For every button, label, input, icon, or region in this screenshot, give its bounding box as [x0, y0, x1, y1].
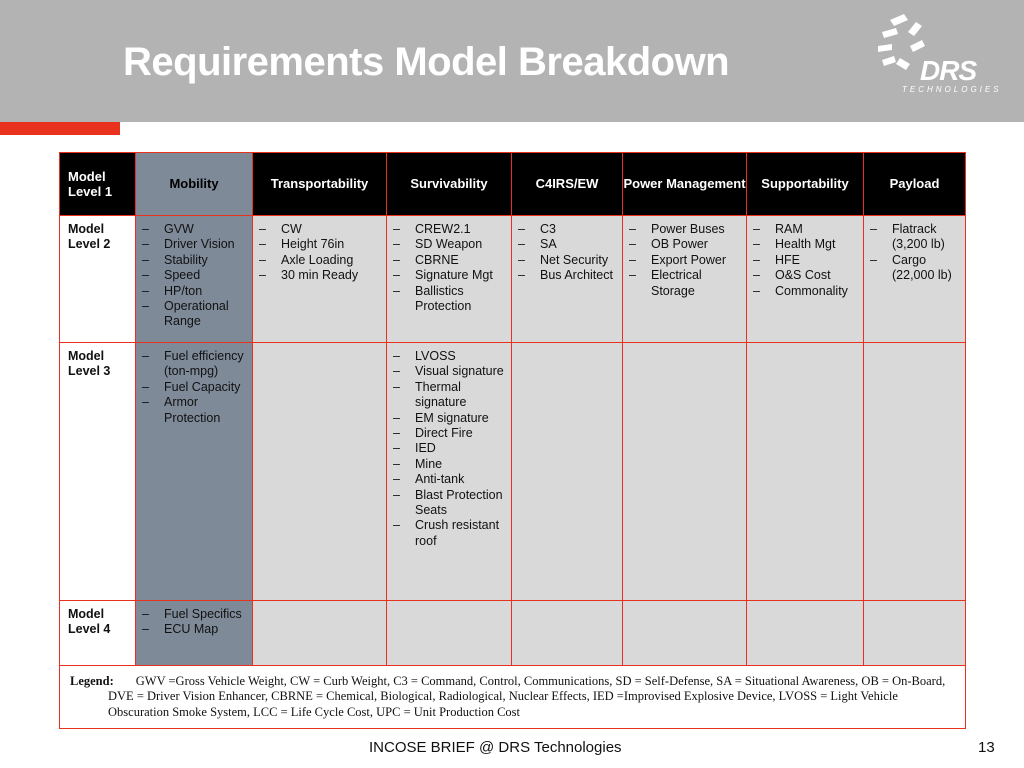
list-item: – Armor Protection — [164, 395, 248, 426]
table-cell — [136, 216, 253, 343]
list-item: – ECU Map — [164, 622, 248, 637]
table-cell — [623, 343, 747, 601]
list-item: – Flatrack (3,200 lb) — [892, 222, 961, 253]
list-item: – CBRNE — [415, 253, 507, 268]
level-label: Model Level 3 — [60, 343, 136, 601]
table-cell — [387, 601, 512, 666]
table-row — [60, 216, 966, 343]
table-cell — [253, 216, 387, 343]
requirement-list — [864, 216, 965, 284]
list-item: – Ballistics Protection — [415, 284, 507, 315]
table-cell — [387, 216, 512, 343]
list-item: – Fuel Specifics — [164, 607, 248, 622]
requirement-list — [387, 343, 511, 549]
list-item: – Electrical Storage — [651, 268, 742, 299]
list-item: – GVW — [164, 222, 248, 237]
list-item: – Fuel Capacity — [164, 380, 248, 395]
list-item: – IED — [415, 441, 507, 456]
table-cell — [864, 343, 966, 601]
list-item: – Power Buses — [651, 222, 742, 237]
list-item: – Speed — [164, 268, 248, 283]
list-item: – Cargo (22,000 lb) — [892, 253, 961, 284]
header-row — [60, 153, 966, 216]
legend-text: GWV =Gross Vehicle Weight, CW = Curb Weight, C3 = Command, Control, Communications, SD = Self-Defense, SA = Situational Awareness, OB = On-Board, DVE = Driver Vision Enhancer, CBRNE = Chemical, Biological, Radiological, Nuclear Effects, IED =Improvised Explosive Device, LVOSS = Light Vehicle Obscuration Smoke System, LCC = Life Cycle Cost, UPC = Unit Production Cost — [108, 674, 946, 719]
column-header: C4IRS/EW — [512, 153, 623, 216]
legend-row — [60, 666, 966, 729]
list-item: – Height 76in — [281, 237, 382, 252]
list-item: – 30 min Ready — [281, 268, 382, 283]
requirement-list — [136, 216, 252, 330]
legend-label: Legend: — [70, 674, 114, 688]
footer-text: INCOSE BRIEF @ DRS Technologies — [369, 739, 622, 756]
list-item: – Thermal signature — [415, 380, 507, 411]
list-item: – Mine — [415, 457, 507, 472]
table-cell — [623, 601, 747, 666]
list-item: – SA — [540, 237, 618, 252]
table-cell — [253, 343, 387, 601]
requirement-list — [387, 216, 511, 314]
table-cell — [623, 216, 747, 343]
table-cell — [387, 343, 512, 601]
column-header: Survivability — [387, 153, 512, 216]
requirement-list — [136, 343, 252, 426]
table-cell — [136, 601, 253, 666]
list-item: – EM signature — [415, 411, 507, 426]
list-item: – Anti-tank — [415, 472, 507, 487]
table-cell — [253, 601, 387, 666]
list-item: – Signature Mgt — [415, 268, 507, 283]
column-header: Transportability — [253, 153, 387, 216]
column-header: Payload — [864, 153, 966, 216]
list-item: – Crush resistant roof — [415, 518, 507, 549]
list-item: – Blast Protection Seats — [415, 488, 507, 519]
table-cell — [747, 601, 864, 666]
list-item: – CREW2.1 — [415, 222, 507, 237]
table-cell — [864, 601, 966, 666]
list-item: – RAM — [775, 222, 859, 237]
list-item: – LVOSS — [415, 349, 507, 364]
list-item: – Axle Loading — [281, 253, 382, 268]
list-item: – Fuel efficiency (ton-mpg) — [164, 349, 248, 380]
table-cell — [747, 216, 864, 343]
list-item: – Stability — [164, 253, 248, 268]
list-item: – OB Power — [651, 237, 742, 252]
table-cell — [512, 343, 623, 601]
table-cell — [136, 343, 253, 601]
page-number: 13 — [978, 739, 995, 756]
requirement-list — [253, 216, 386, 284]
logo-text: DRS — [920, 55, 977, 86]
list-item: – Commonality — [775, 284, 859, 299]
list-item: – CW — [281, 222, 382, 237]
requirement-list — [136, 601, 252, 638]
list-item: – SD Weapon — [415, 237, 507, 252]
requirements-table — [59, 152, 966, 729]
table-row — [60, 343, 966, 601]
list-item: – O&S Cost — [775, 268, 859, 283]
list-item: – HP/ton — [164, 284, 248, 299]
legend — [60, 666, 966, 729]
column-header: Power Management — [623, 153, 747, 216]
list-item: – Visual signature — [415, 364, 507, 379]
table-row — [60, 601, 966, 666]
requirement-list — [512, 216, 622, 284]
list-item: – Bus Architect — [540, 268, 618, 283]
list-item: – Direct Fire — [415, 426, 507, 441]
level-label: Model Level 4 — [60, 601, 136, 666]
table-cell — [864, 216, 966, 343]
table-cell — [747, 343, 864, 601]
level-label: Model Level 1 — [60, 153, 136, 216]
list-item: – HFE — [775, 253, 859, 268]
slide-title: Requirements Model Breakdown — [123, 40, 730, 84]
requirement-list — [747, 216, 863, 299]
list-item: – Net Security — [540, 253, 618, 268]
list-item: – Export Power — [651, 253, 742, 268]
logo-subtext: TECHNOLOGIES — [902, 85, 1002, 94]
column-header: Mobility — [136, 153, 253, 216]
accent-bar — [0, 122, 120, 135]
requirement-list — [623, 216, 746, 299]
column-header: Supportability — [747, 153, 864, 216]
list-item: – C3 — [540, 222, 618, 237]
list-item: – Operational Range — [164, 299, 248, 330]
list-item: – Driver Vision — [164, 237, 248, 252]
level-label: Model Level 2 — [60, 216, 136, 343]
table-cell — [512, 601, 623, 666]
list-item: – Health Mgt — [775, 237, 859, 252]
table-cell — [512, 216, 623, 343]
